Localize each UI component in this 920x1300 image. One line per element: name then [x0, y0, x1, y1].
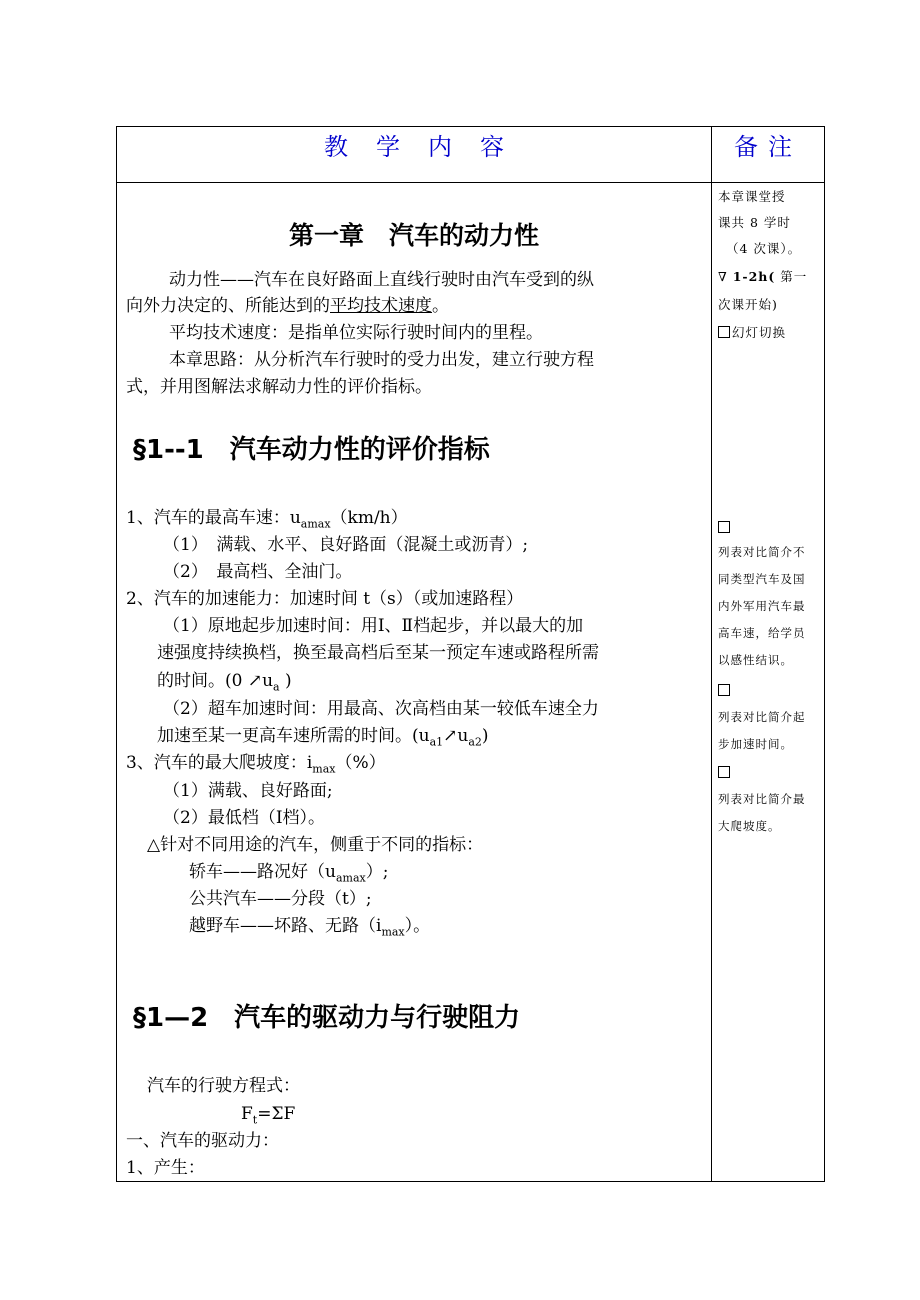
- notes-cell: [712, 183, 825, 1182]
- intro-line: 向外力决定的、所能达到的平均技术速度。: [126, 296, 449, 316]
- text-line: 越野车——坏路、无路$(i_{max})$。: [189, 916, 431, 939]
- note-line: 幻灯切换: [718, 321, 818, 345]
- text-line: 1、产生：: [126, 1158, 205, 1178]
- note-line: 次课开始): [718, 297, 778, 312]
- note-line: （4 次课）。: [726, 241, 802, 256]
- text-line: （1）原地起步加速时间：用Ⅰ、Ⅱ档起步，并以最大的加: [163, 616, 584, 636]
- checkbox-icon: [718, 326, 730, 338]
- text-line: 2、汽车的加速能力：加速时间 t（s）（或加速路程）: [126, 589, 524, 609]
- note-line: 同类型汽车及国: [718, 572, 806, 586]
- note-line: 列表对比简介最: [718, 792, 806, 806]
- underlined-term: 平均技术速度: [330, 296, 432, 316]
- text-line: 一、汽车的驱动力：: [126, 1131, 279, 1151]
- note-line: 课共 8 学时: [718, 215, 791, 230]
- note-line: 列表对比简介起: [718, 710, 806, 724]
- header-char: 学: [376, 133, 400, 161]
- intro-line: 动力性——汽车在良好路面上直线行驶时由汽车受到的纵: [169, 270, 594, 290]
- note-line: 列表对比简介不: [718, 545, 806, 559]
- text-line: 速强度持续换档，换至最高档后至某一预定车速或路程所需: [157, 643, 599, 663]
- text-line: 汽车的行驶方程式：: [147, 1076, 300, 1096]
- note-line: 步加速时间。: [718, 737, 793, 751]
- text-line: （1）满载、良好路面;: [163, 781, 333, 801]
- note-line: 本章课堂授: [718, 189, 786, 204]
- section-title: §1--1 汽车动力性的评价指标: [133, 435, 490, 465]
- chapter-title: 第一章 汽车的动力性: [288, 221, 539, 250]
- header-content: [117, 127, 712, 183]
- checkbox-icon: [718, 684, 730, 696]
- note-line: 以感性结识。: [718, 653, 793, 667]
- header-notes: 备注: [712, 127, 825, 183]
- text-line: 轿车——路况好$(u_{amax})$;: [189, 862, 389, 885]
- header-char: 容: [480, 133, 504, 161]
- text-line: （2）超车加速时间：用最高、次高档由某一较低车速全力: [163, 699, 599, 719]
- header-char: 内: [428, 133, 452, 161]
- text-line: （2）最低档（Ⅰ档）。: [163, 808, 326, 828]
- intro-line: 本章思路：从分析汽车行驶时的受力出发，建立行驶方程: [169, 350, 594, 370]
- note-line: [718, 679, 818, 703]
- content-cell: [117, 183, 712, 1182]
- triangle-icon: ∇: [718, 269, 733, 284]
- equation: $F_t=\Sigma F$: [241, 1104, 296, 1127]
- note-line: 内外军用汽车最: [718, 599, 806, 613]
- intro-line: 平均技术速度：是指单位实际行驶时间内的里程。: [169, 323, 543, 343]
- lesson-table: [116, 126, 825, 1182]
- note-line: ∇ 1-2h( 第一: [718, 269, 808, 284]
- text-line: 加速至某一更高车速所需的时间。$(u_{a1}↗u_{a2})$: [157, 726, 489, 749]
- intro-line: 式，并用图解法求解动力性的评价指标。: [126, 377, 432, 397]
- section-title: §1—2 汽车的驱动力与行驶阻力: [133, 1003, 521, 1033]
- text-line: 1、汽车的最高车速：$u_{amax}(km/h)$: [126, 508, 408, 531]
- note-line: 高车速，给学员: [718, 626, 806, 640]
- text-line: （1） 满载、水平、良好路面（混凝土或沥青）;: [163, 535, 529, 555]
- note-line: [718, 761, 818, 785]
- checkbox-icon: [718, 521, 730, 533]
- header-char: 教: [324, 133, 348, 161]
- note-line: [718, 516, 818, 540]
- text-line: （2） 最高档、全油门。: [163, 562, 353, 582]
- checkbox-icon: [718, 766, 730, 778]
- note-line: 大爬坡度。: [718, 819, 781, 833]
- text-line: 公共汽车——分段（t）;: [189, 889, 372, 909]
- text-line: 3、汽车的最大爬坡度：$i_{max}(\%)$: [126, 753, 386, 776]
- text-line: 的时间。(0 $↗u_a$ ): [157, 671, 292, 694]
- text-line: △针对不同用途的汽车，侧重于不同的指标：: [147, 835, 484, 855]
